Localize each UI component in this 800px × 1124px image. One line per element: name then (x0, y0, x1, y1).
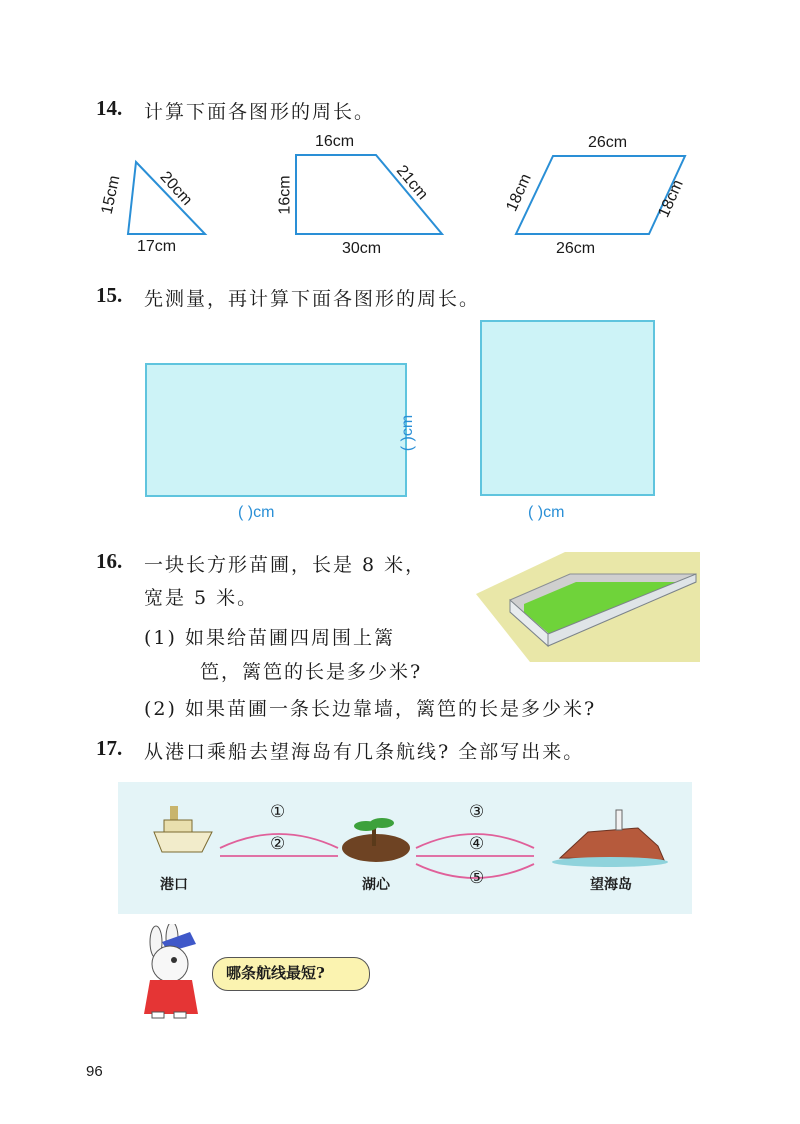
parallelogram-shape (516, 156, 685, 234)
question-14-number: 14. (96, 96, 123, 120)
triangle-left-label: 15cm (98, 173, 124, 216)
ship-icon (154, 806, 212, 852)
question-14-text: 计算下面各图形的周长。 (144, 101, 376, 123)
rabbit-mascot-icon (134, 924, 214, 1020)
square-bottom-blank: ( )cm (528, 504, 565, 521)
route-4-label: ④ (469, 834, 485, 853)
parallelogram-bottom-label: 26cm (556, 240, 596, 257)
trapezoid-left-label: 16cm (276, 175, 294, 215)
question-15-number: 15. (96, 283, 123, 307)
measure-rectangle (145, 363, 407, 497)
question-16-sub2: (2) 如果苗圃一条长边靠墙，篱笆的长是多少米? (144, 698, 597, 720)
route-2-label: ② (270, 834, 286, 853)
route-3-label: ③ (469, 802, 485, 821)
trapezoid-slant-label: 21cm (392, 162, 432, 204)
question-16-sub1-line1: (1) 如果给苗圃四周围上篱 (144, 627, 395, 649)
rock-island-icon (552, 810, 668, 867)
trapezoid-top-label: 16cm (315, 133, 355, 150)
route-1-label: ① (270, 802, 286, 821)
measure-square (480, 320, 655, 496)
place-lake: 湖心 (362, 877, 390, 893)
question-17-number: 17. (96, 736, 123, 760)
page-number: 96 (86, 1063, 103, 1080)
question-16-sub1-line2: 笆，篱笆的长是多少米? (200, 661, 423, 683)
parallelogram-top-label: 26cm (588, 134, 628, 151)
rectangle-bottom-blank: ( )cm (238, 504, 275, 521)
triangle-hyp-label: 20cm (156, 168, 196, 209)
parallelogram-right-label: 18cm (655, 177, 687, 221)
route-lines (118, 782, 692, 914)
place-port: 港口 (160, 877, 188, 893)
question-16-line1: 一块长方形苗圃，长是 8 米， (144, 554, 427, 576)
garden-illustration (470, 552, 700, 662)
rectangle-side-blank: ( )cm (399, 414, 417, 452)
palm-island-icon (342, 818, 410, 862)
place-island: 望海岛 (590, 877, 632, 893)
speech-bubble-text: 哪条航线最短? (226, 964, 325, 982)
route-5-label: ⑤ (469, 868, 485, 887)
triangle-bottom-label: 17cm (137, 238, 177, 255)
question-17-text: 从港口乘船去望海岛有几条航线? 全部写出来。 (144, 741, 585, 763)
parallelogram-left-label: 18cm (503, 171, 535, 215)
q14-shapes (0, 0, 800, 280)
question-16-number: 16. (96, 549, 123, 573)
trapezoid-bottom-label: 30cm (342, 240, 382, 257)
question-16-line2: 宽是 5 米。 (144, 587, 259, 609)
question-15-text: 先测量，再计算下面各图形的周长。 (144, 288, 481, 310)
